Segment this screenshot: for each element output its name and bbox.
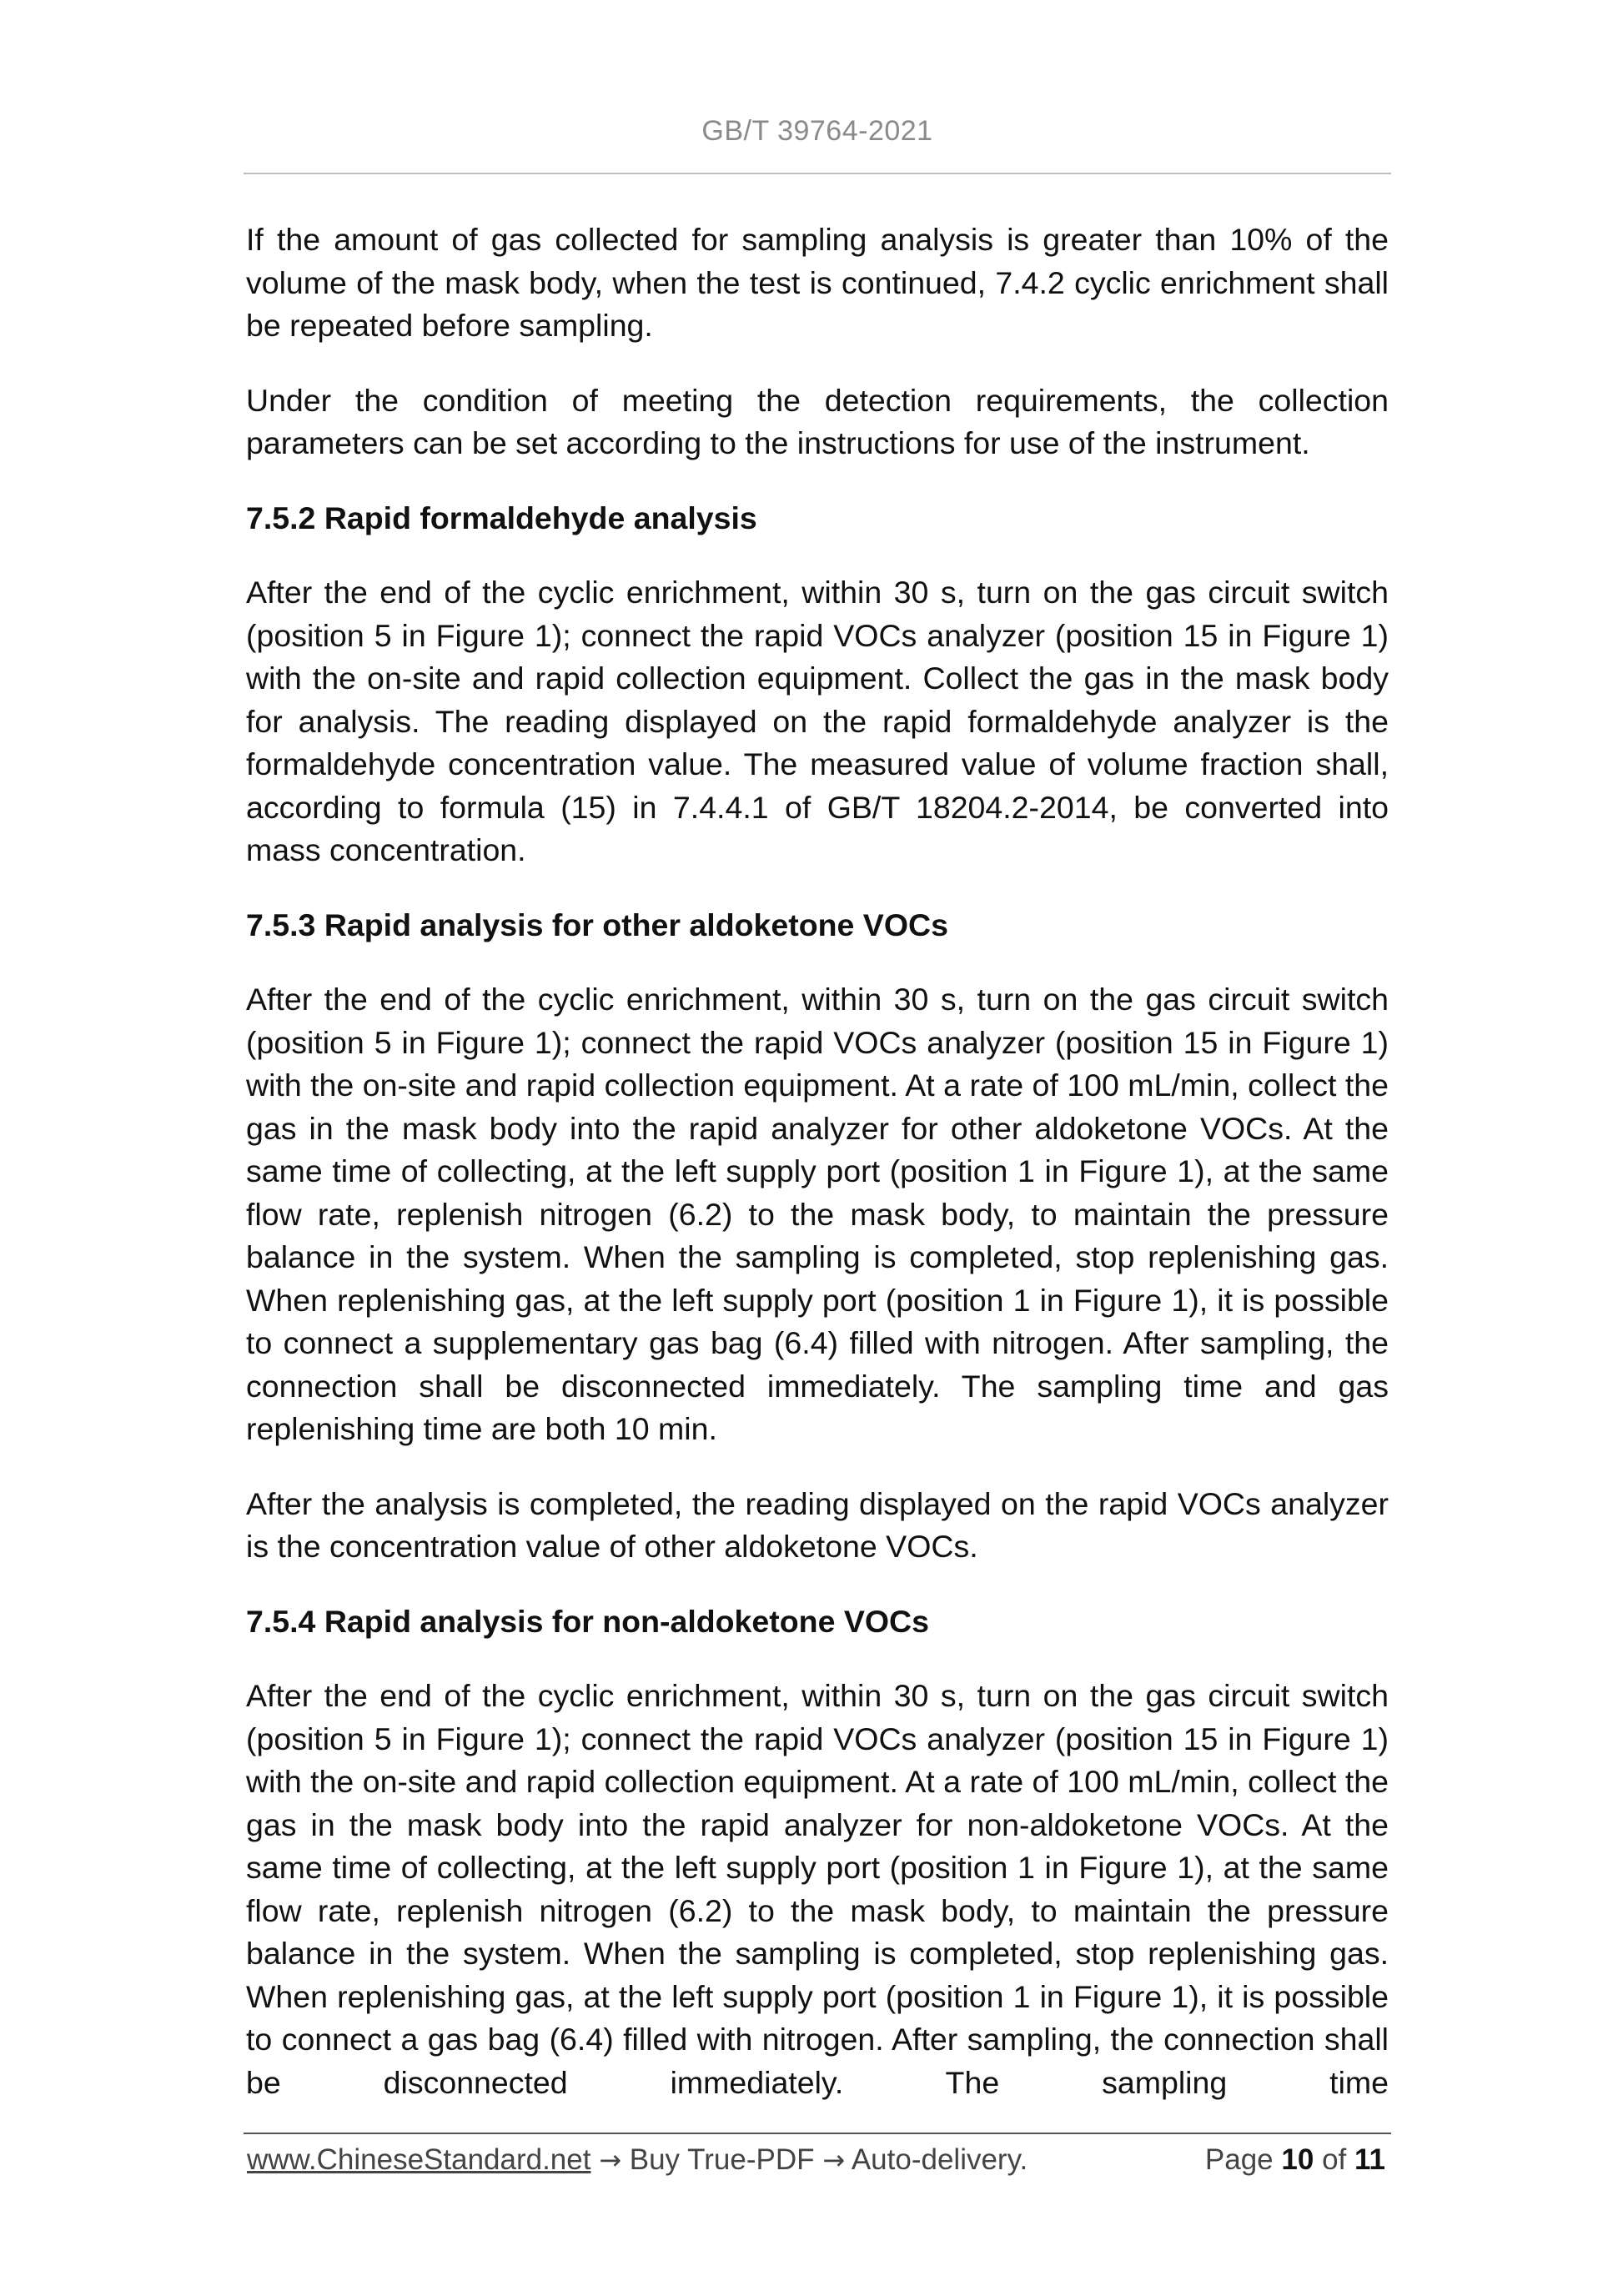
page-indicator — [1205, 2139, 1385, 2181]
website-link[interactable]: www.ChineseStandard.net — [247, 2143, 591, 2176]
buy-pdf-text: Buy True-PDF — [629, 2143, 815, 2176]
document-header — [244, 115, 1391, 148]
auto-delivery-text: Auto-delivery. — [851, 2143, 1028, 2176]
page-content — [246, 219, 1389, 2136]
arrow-right-icon: → — [599, 2144, 622, 2176]
paragraph-non-aldoketone-analysis: After the end of the cyclic enrichment, within 30 s, turn on the gas circuit switch (position 5 in Figure 1); connect the rapid VOCs analyzer (position 15 in Figure 1) with the on-site and rapid collection equipment. At a rate of 100 mL/min, collect the gas in the mask body into the rapid analyzer for non-aldoketone VOCs. At the same time of collecting, at the left supply port (position 1 in Figure 1), at the same flow rate, replenish nitrogen (6.2) to the mask body, to maintain the pressure balance in the system. When the sampling is completed, stop replenishing gas. When replenishing gas, at the left supply port (position 1 in Figure 1), it is possible to connect a gas bag (6.4) filled with nitrogen. After sampling, the connection shall be disconnected immediately. The sampling time — [246, 1678, 1389, 2100]
arrow-right-icon: → — [822, 2144, 846, 2176]
page-number: 10 — [1281, 2143, 1314, 2176]
heading-7-5-3: 7.5.3 Rapid analysis for other aldoketone VOCs — [246, 907, 948, 942]
header-divider — [244, 173, 1391, 174]
paragraph-aldoketone-result: After the analysis is completed, the reading displayed on the rapid VOCs analyzer is the concentration value of other aldoketone VOCs. — [246, 1485, 1389, 1564]
heading-7-5-4: 7.5.4 Rapid analysis for non-aldoketone VOCs — [246, 1603, 929, 1639]
heading-7-5-2: 7.5.2 Rapid formaldehyde analysis — [246, 500, 757, 535]
paragraph-aldoketone-analysis: After the end of the cyclic enrichment, within 30 s, turn on the gas circuit switch (position 5 in Figure 1); connect the rapid VOCs analyzer (position 15 in Figure 1) with the on-site and rapid collection equipment. At a rate of 100 mL/min, collect the gas in the mask body into the rapid analyzer for other aldoketone VOCs. At the same time of collecting, at the left supply port (position 1 in Figure 1), at the same flow rate, replenish nitrogen (6.2) to the mask body, to maintain the pressure balance in the system. When the sampling is completed, stop replenishing gas. When replenishing gas, at the left supply port (position 1 in Figure 1), it is possible to connect a supplementary gas bag (6.4) filled with nitrogen. After sampling, the connection shall be disconnected immediately. The sampling time and gas replenishing time are both 10 min. — [246, 982, 1389, 1446]
standard-code: GB/T 39764-2021 — [701, 115, 933, 147]
paragraph-formaldehyde-analysis: After the end of the cyclic enrichment, within 30 s, turn on the gas circuit switch (position 5 in Figure 1); connect the rapid VOCs analyzer (position 15 in Figure 1) with the on-site and rapid collection equipment. Collect the gas in the mask body for analysis. The reading displayed on the rapid formaldehyde analyzer is the formaldehyde concentration value. The measured value of volume fraction shall, according to formula (15) in 7.4.4.1 of GB/T 18204.2-2014, be converted into mass concentration. — [246, 575, 1389, 867]
paragraph-collection-parameters: Under the condition of meeting the detection requirements, the collection parameters can be set according to the instructions for use of the instrument. — [246, 382, 1389, 460]
page-total: 11 — [1354, 2143, 1385, 2176]
document-footer — [247, 2139, 1389, 2181]
of-label: of — [1322, 2143, 1347, 2176]
footer-divider — [244, 2133, 1391, 2134]
paragraph-gas-volume: If the amount of gas collected for sampling analysis is greater than 10% of the volume of the mask body, when the test is continued, 7.4.2 cyclic enrichment shall be repeated before sampling. — [246, 222, 1389, 343]
page-label: Page — [1204, 2143, 1274, 2176]
